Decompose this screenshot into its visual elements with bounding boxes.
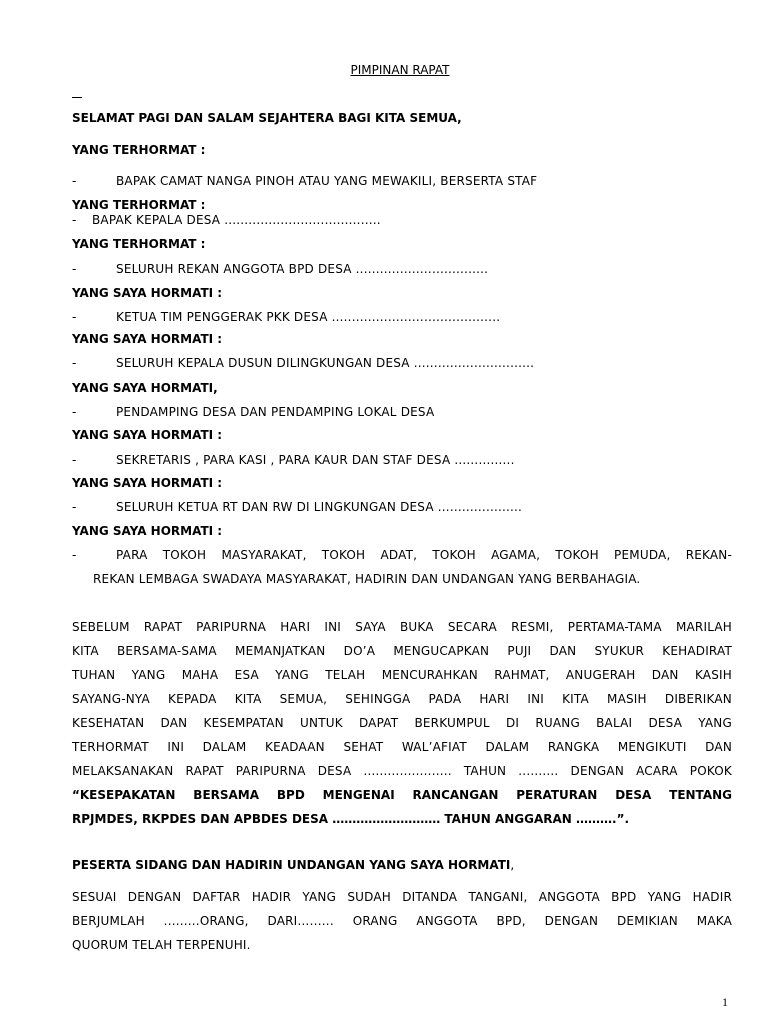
salutation-item: SELURUH KETUA RT DAN RW DI LINGKUNGAN DESA ..................... (116, 500, 523, 514)
salutation-item: BAPAK CAMAT NANGA PINOH ATAU YANG MEWAKILI, BERSERTA STAF (116, 174, 538, 188)
salutation-heading: YANG TERHORMAT : (72, 198, 206, 212)
body-paragraph-line: SAYANG-NYA KEPADA KITA SEMUA, SEHINGGA PADA HARI INI KITA MASIH DIBERIKAN (72, 692, 732, 706)
page-number: 1 (722, 995, 728, 1009)
salutation-heading: YANG TERHORMAT : (72, 143, 206, 157)
list-bullet: - (72, 356, 77, 370)
salutation-heading: YANG SAYA HORMATI, (72, 381, 218, 395)
salutation-item-continued: REKAN LEMBAGA SWADAYA MASYARAKAT, HADIRIN DAN UNDANGAN YANG BERBAHAGIA. (93, 572, 641, 586)
salutation-heading: YANG SAYA HORMATI : (72, 332, 223, 346)
salutation-item: PENDAMPING DESA DAN PENDAMPING LOKAL DESA (116, 405, 435, 419)
salutation-heading: YANG SAYA HORMATI : (72, 524, 223, 538)
salutation-item: SEKRETARIS , PARA KASI , PARA KAUR DAN STAF DESA ............... (116, 453, 515, 467)
list-bullet: - (72, 500, 77, 514)
list-bullet: - (72, 174, 77, 188)
salutation-heading: YANG SAYA HORMATI : (72, 286, 223, 300)
list-bullet: - (72, 310, 77, 324)
salutation-item: BAPAK KEPALA DESA ....................................... (92, 213, 381, 227)
text-cursor (72, 97, 82, 98)
list-bullet: - (72, 262, 77, 276)
salutation-item: SELURUH KEPALA DUSUN DILINGKUNGAN DESA .............................. (116, 356, 535, 370)
document-title: PIMPINAN RAPAT (350, 63, 450, 77)
body-paragraph-line: TUHAN YANG MAHA ESA YANG TELAH MENCURAHKAN RAHMAT, ANUGERAH DAN KASIH (72, 668, 732, 682)
section-subheading-comma: , (510, 858, 515, 872)
list-bullet: - (72, 548, 77, 562)
agenda-bold-line: RPJMDES, RKPDES DAN APBDES DESA ……………………… TAHUN ANGGARAN ……….”. (72, 812, 630, 826)
section-subheading (72, 857, 514, 873)
list-bullet: - (72, 453, 77, 467)
greeting: SELAMAT PAGI DAN SALAM SEJAHTERA BAGI KITA SEMUA, (72, 111, 462, 125)
section-subheading-text: PESERTA SIDANG DAN HADIRIN UNDANGAN YANG SAYA HORMATI (72, 858, 511, 872)
list-bullet: - (72, 405, 77, 419)
body-paragraph-line: KITA BERSAMA-SAMA MEMANJATKAN DO’A MENGUCAPKAN PUJI DAN SYUKUR KEHADIRAT (72, 644, 732, 658)
body-paragraph-line: SEBELUM RAPAT PARIPURNA HARI INI SAYA BUKA SECARA RESMI, PERTAMA-TAMA MARILAH (72, 620, 732, 634)
salutation-heading: YANG SAYA HORMATI : (72, 428, 223, 442)
salutation-item: SELURUH REKAN ANGGOTA BPD DESA ................................. (116, 262, 489, 276)
body-paragraph-line: SESUAI DENGAN DAFTAR HADIR YANG SUDAH DITANDA TANGANI, ANGGOTA BPD YANG HADIR (72, 890, 732, 904)
agenda-bold-line: “KESEPAKATAN BERSAMA BPD MENGENAI RANCANGAN PERATURAN DESA TENTANG (72, 788, 732, 802)
body-paragraph-line: QUORUM TELAH TERPENUHI. (72, 938, 251, 952)
salutation-item: PARA TOKOH MASYARAKAT, TOKOH ADAT, TOKOH AGAMA, TOKOH PEMUDA, REKAN- (116, 548, 732, 562)
salutation-heading: YANG SAYA HORMATI : (72, 476, 223, 490)
list-bullet: - (72, 213, 77, 227)
salutation-item: KETUA TIM PENGGERAK PKK DESA .......................................... (116, 310, 501, 324)
body-paragraph-line: KESEHATAN DAN KESEMPATAN UNTUK DAPAT BERKUMPUL DI RUANG BALAI DESA YANG (72, 716, 732, 730)
body-paragraph-line: TERHORMAT INI DALAM KEADAAN SEHAT WAL’AFIAT DALAM RANGKA MENGIKUTI DAN (72, 740, 732, 754)
body-paragraph-line: MELAKSANAKAN RAPAT PARIPURNA DESA ...................... TAHUN .......... DENGAN ACARA POKOK (72, 764, 732, 778)
salutation-heading: YANG TERHORMAT : (72, 237, 206, 251)
body-paragraph-line: BERJUMLAH .........ORANG, DARI…..…. ORANG ANGGOTA BPD, DENGAN DEMIKIAN MAKA (72, 914, 732, 928)
